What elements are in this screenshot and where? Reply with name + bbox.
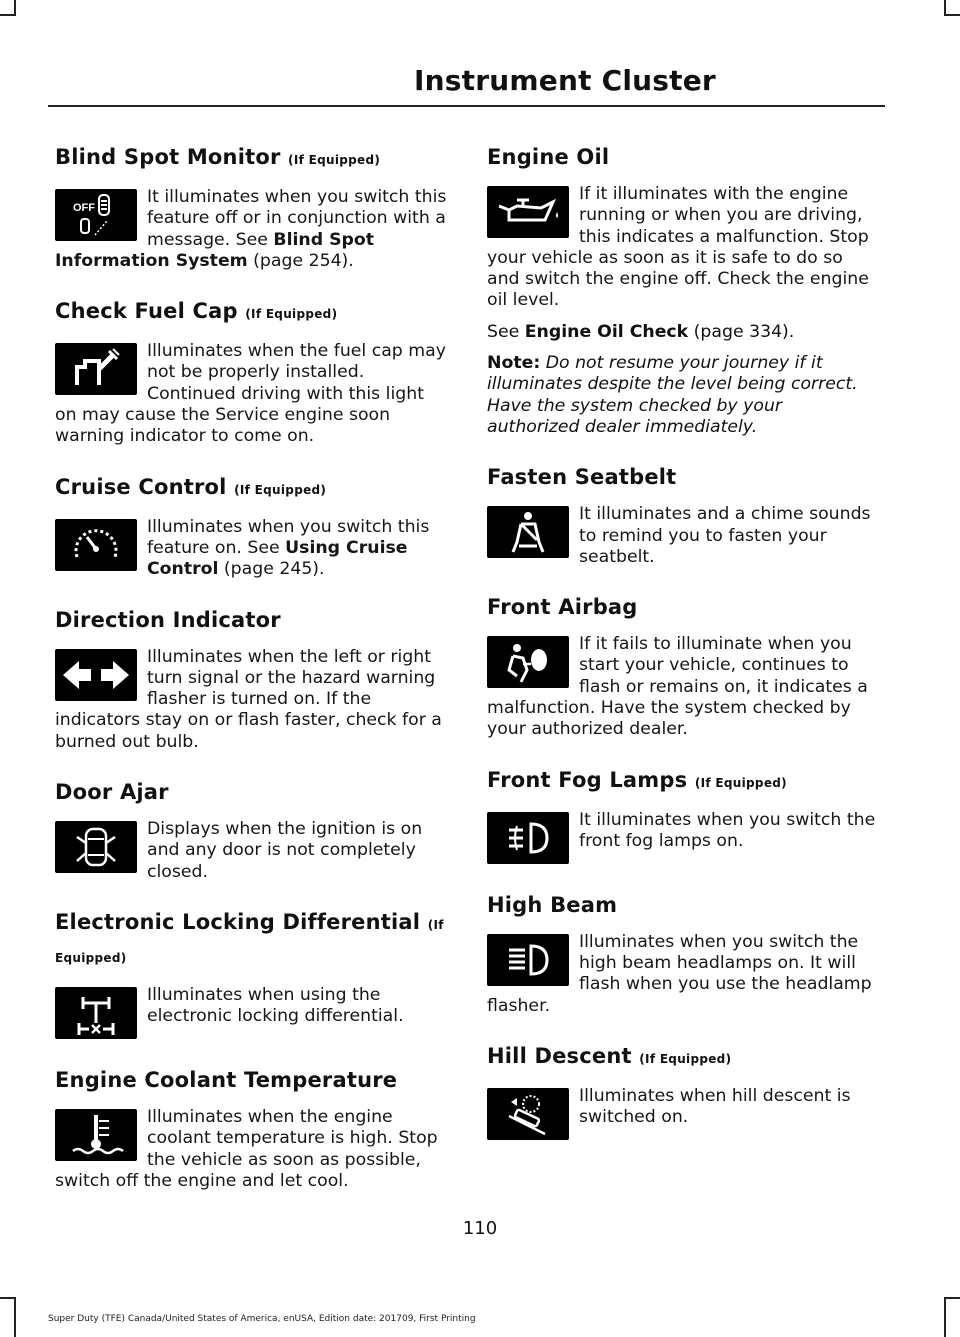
section-heading: Direction Indicator <box>55 607 281 632</box>
direction-arrows-icon <box>55 649 137 701</box>
section-high-beam <box>487 890 879 1017</box>
page-title-text: Instrument Cluster <box>414 64 716 97</box>
section-heading: Engine Coolant Temperature <box>55 1067 398 1092</box>
section-engine-oil <box>487 142 879 438</box>
section-heading: Front Airbag <box>487 595 638 620</box>
section-text: Illuminates when the engine coolant temperature is high. Stop the vehicle as soon as possible, switch off the engine and let cool. <box>55 1106 438 1191</box>
crop-mark <box>944 1297 946 1337</box>
cross-reference-link[interactable]: Engine Oil Check <box>524 321 689 342</box>
fuel-cap-icon <box>55 343 137 395</box>
coolant-temperature-icon <box>55 1109 137 1161</box>
section-front-fog-lamps <box>487 765 879 866</box>
page-title <box>0 64 960 97</box>
high-beam-icon <box>487 934 569 986</box>
section-text: Illuminates when hill descent is switched on. <box>579 1085 851 1128</box>
section-text: Displays when the ignition is on and any door is not completely closed. <box>147 819 423 882</box>
section-electronic-locking-differential <box>55 907 447 1041</box>
section-check-fuel-cap <box>55 296 447 447</box>
fog-lamp-icon <box>487 812 569 864</box>
section-hill-descent <box>487 1041 879 1142</box>
edition-footer: Super Duty (TFE) Canada/United States of America, enUSA, Edition date: 201709, First Printing <box>48 1314 476 1324</box>
section-heading: Front Fog Lamps (If Equipped) <box>487 767 787 792</box>
section-text: Illuminates when the left or right turn signal or the hazard warning flasher is turned on. If the indicators stay on or flash faster, check for a burned out bulb. <box>55 646 442 752</box>
blind-spot-off-icon <box>55 189 137 241</box>
section-text: It illuminates when you switch this feature off or in conjunction with a message. See Blind Spot Information System (page 254). <box>55 187 447 271</box>
left-column <box>55 142 447 1216</box>
section-fasten-seatbelt <box>487 462 879 568</box>
seatbelt-icon <box>487 506 569 558</box>
section-heading: Electronic Locking Differential (If Equipped) <box>55 909 444 965</box>
section-text: Illuminates when you switch this feature on. See Using Cruise Control (page 245). <box>147 516 430 580</box>
section-text: It illuminates and a chime sounds to remind you to fasten your seatbelt. <box>579 504 871 567</box>
section-direction-indicator <box>55 605 447 753</box>
section-text: Illuminates when using the electronic locking differential. <box>147 984 404 1027</box>
crop-mark <box>0 1297 16 1299</box>
section-heading: Hill Descent (If Equipped) <box>487 1043 732 1068</box>
section-blind-spot-monitor <box>55 142 447 272</box>
section-heading: Cruise Control (If Equipped) <box>55 474 327 499</box>
cruise-control-icon <box>55 519 137 571</box>
cross-reference-link[interactable]: Using Cruise Control <box>147 537 408 580</box>
svg-text:OFF: OFF <box>73 202 95 214</box>
engine-oil-icon <box>487 186 569 238</box>
header-rule <box>48 105 885 107</box>
crop-mark <box>0 14 16 16</box>
section-text: Illuminates when you switch the high beam headlamps on. It will flash when you use the headlamp flasher. <box>487 931 872 1016</box>
right-column <box>487 142 879 1166</box>
section-heading: Engine Oil <box>487 145 610 169</box>
page-number: 110 <box>462 1218 498 1239</box>
hill-descent-icon <box>487 1088 569 1140</box>
crop-mark <box>14 1297 16 1337</box>
see-reference: See Engine Oil Check (page 334). <box>487 321 795 342</box>
note: Note: Do not resume your journey if it illuminates despite the level being correct. Have the system checked by your authorized dealer immediately. <box>487 353 858 437</box>
crop-mark <box>944 1297 960 1299</box>
section-text: It illuminates when you switch the front fog lamps on. <box>579 809 876 851</box>
cross-reference-link[interactable]: Blind Spot Information System <box>55 229 375 271</box>
section-heading: Fasten Seatbelt <box>487 465 677 490</box>
section-engine-coolant-temperature <box>55 1065 447 1192</box>
section-heading: Check Fuel Cap (If Equipped) <box>55 299 338 324</box>
section-text: Illuminates when the fuel cap may not be properly installed. Continued driving with this light on may cause the Service engine soon warning indicator to come on. <box>55 341 446 447</box>
section-front-airbag <box>487 592 879 740</box>
door-ajar-icon <box>55 821 137 873</box>
section-text: If it illuminates with the engine running or when you are driving, this indicates a malfunction. Stop your vehicle as soon as it is safe to do so and switch the engine off. Check the engine oil level. <box>487 184 869 311</box>
section-text: If it fails to illuminate when you start your vehicle, continues to flash or remains on, it indicates a malfunction. Have the system checked by your authorized dealer. <box>487 634 868 740</box>
section-cruise-control <box>55 472 447 581</box>
airbag-icon <box>487 636 569 688</box>
section-heading: Blind Spot Monitor (If Equipped) <box>55 145 381 169</box>
section-heading: High Beam <box>487 892 618 917</box>
locking-differential-icon <box>55 987 137 1039</box>
crop-mark <box>944 14 960 16</box>
section-door-ajar <box>55 777 447 883</box>
section-heading: Door Ajar <box>55 780 169 805</box>
